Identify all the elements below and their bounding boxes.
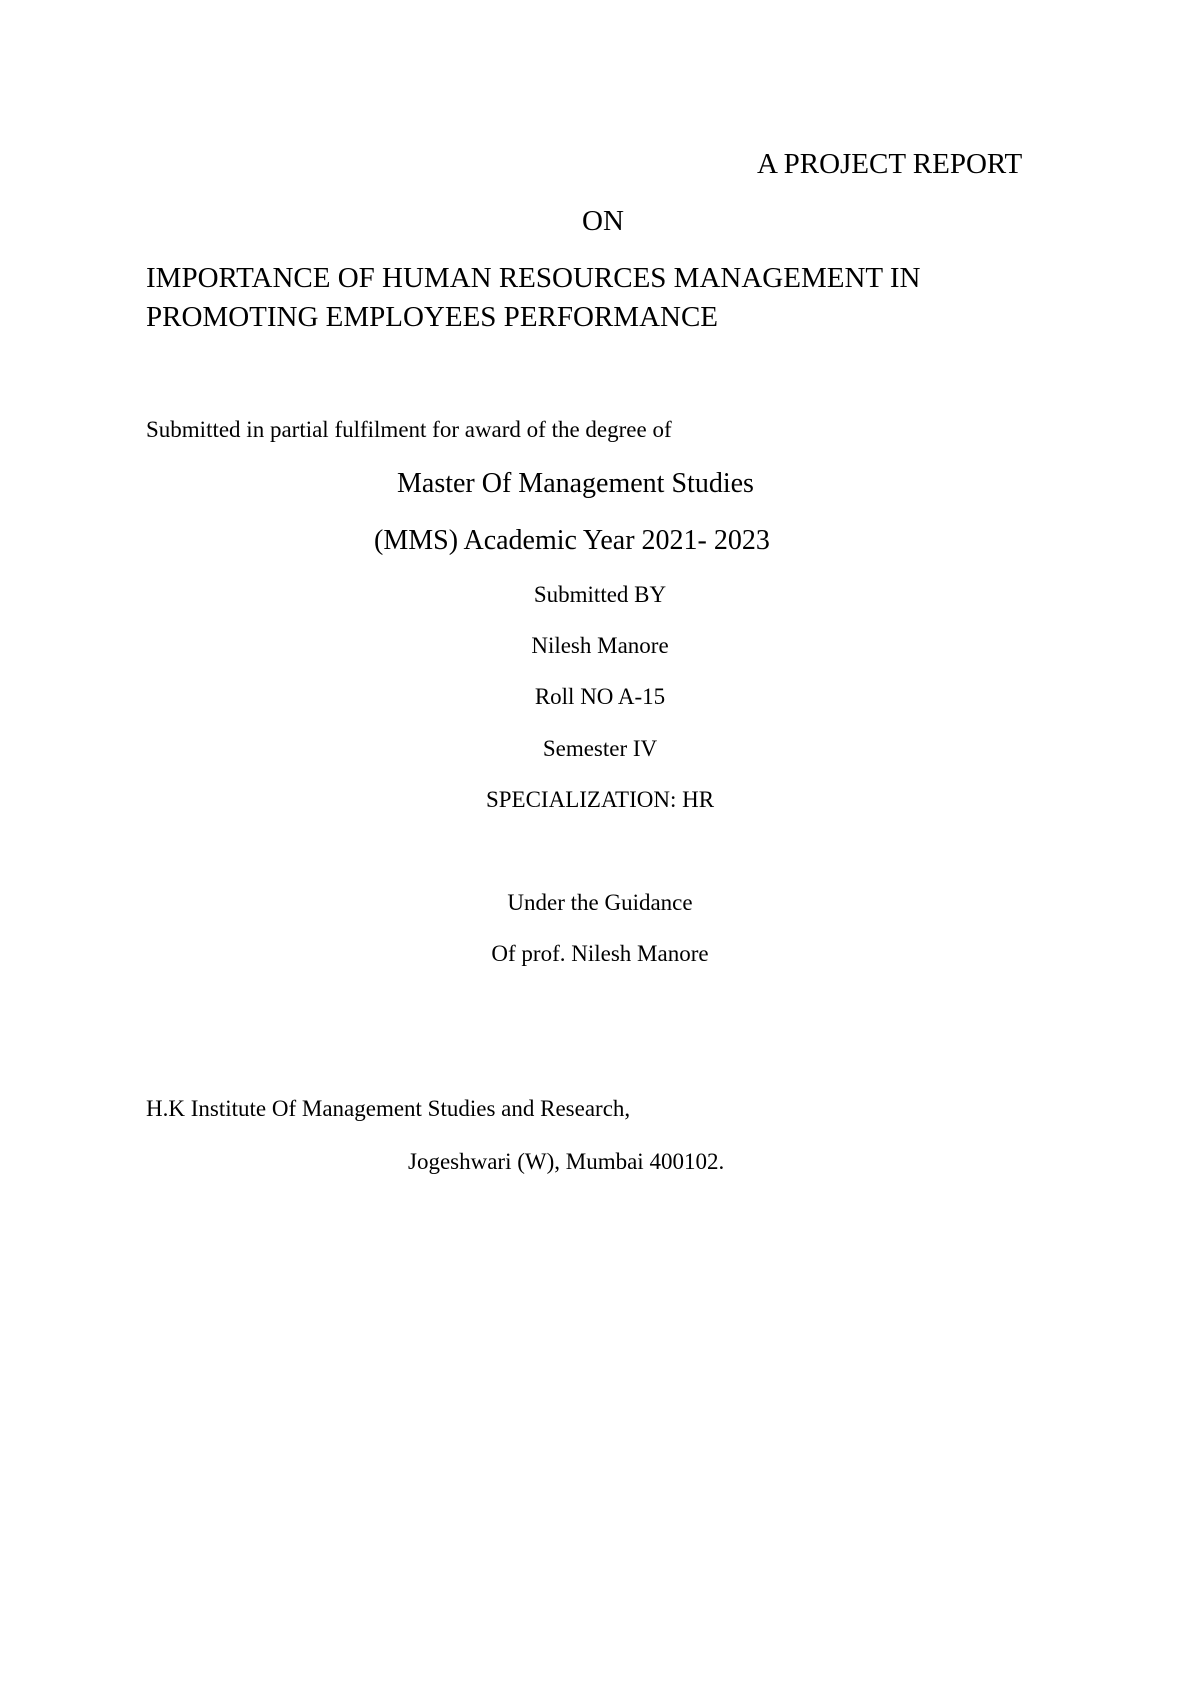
student-name: Nilesh Manore (531, 633, 669, 658)
roll-number: Roll NO A-15 (534, 684, 666, 709)
submission-note: Submitted in partial fulfilment for award of the degree of (146, 417, 672, 442)
semester: Semester IV (542, 736, 658, 761)
institute-address: Jogeshwari (W), Mumbai 400102. (408, 1149, 725, 1174)
on-label: ON (582, 205, 624, 237)
report-title-line-1: IMPORTANCE OF HUMAN RESOURCES MANAGEMENT IN (146, 262, 921, 294)
academic-year: (MMS) Academic Year 2021- 2023 (374, 525, 770, 556)
specialization: SPECIALIZATION: HR (485, 787, 715, 812)
report-title-line-2: PROMOTING EMPLOYEES PERFORMANCE (146, 301, 719, 333)
submitted-by-label: Submitted BY (533, 582, 667, 607)
guide-name: Of prof. Nilesh Manore (491, 941, 709, 966)
institute-name: H.K Institute Of Management Studies and Research, (146, 1096, 631, 1121)
report-heading: A PROJECT REPORT (757, 148, 1023, 180)
degree-name: Master Of Management Studies (397, 468, 754, 499)
guidance-label: Under the Guidance (507, 890, 693, 915)
